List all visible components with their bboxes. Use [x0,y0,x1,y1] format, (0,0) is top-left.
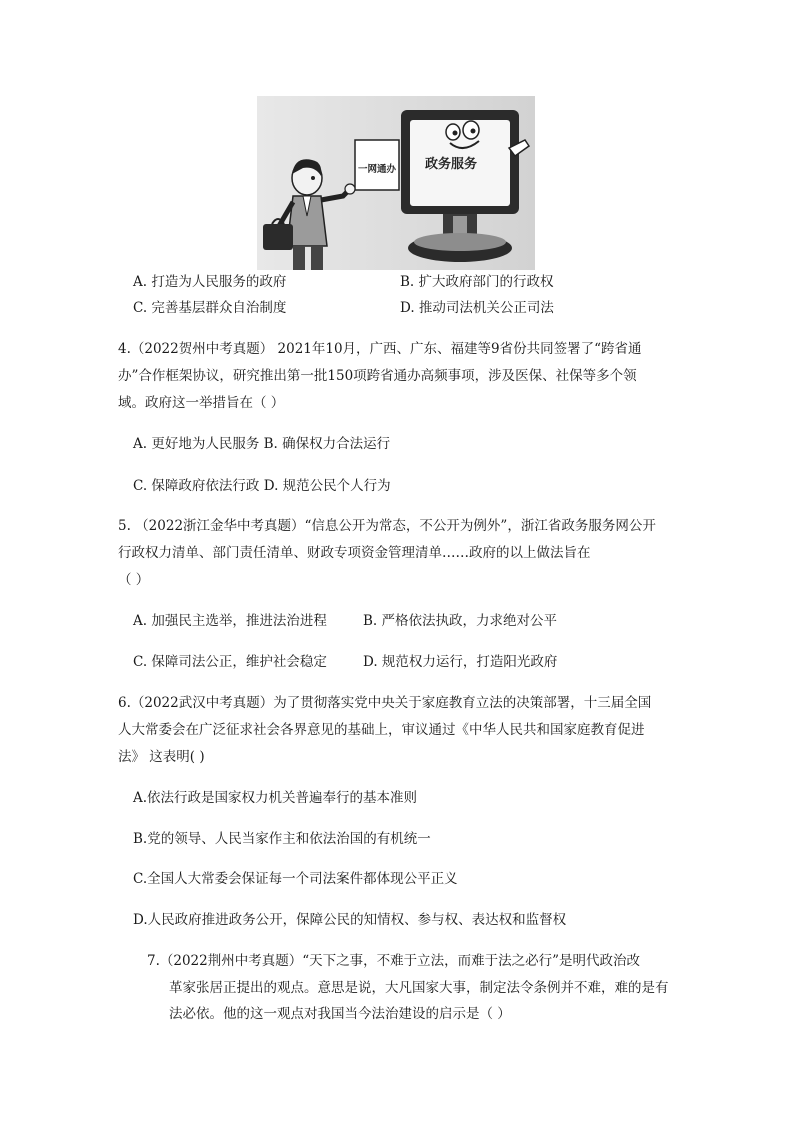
q5-option-c: C. 保障司法公正，维护社会稳定 [133,654,327,670]
q5-option-a: A. 加强民主选举，推进法治进程 [133,613,327,629]
q6-option-a: A.依法行政是国家权力机关普遍奉行的基本准则 [133,790,418,806]
sign-text: 一网通办 [358,164,397,175]
q5-option-d: D. 规范权力运行，打造阳光政府 [363,654,558,670]
q3-option-c: C. 完善基层群众自治制度 [133,300,287,316]
q3-option-b: B. 扩大政府部门的行政权 [400,274,554,290]
q4-line-3: 域。政府这一举措旨在（ ） [118,395,285,411]
q5-line-1: 5. （2022浙江金华中考真题）“信息公开为常态，不公开为例外”，浙江省政务服务网公开 [118,518,656,534]
q4-options-ab: A. 更好地为人民服务 B. 确保权力合法运行 [133,436,391,452]
screen-text: 政务服务 [425,157,478,172]
sign-board [355,140,399,190]
cartoon-illustration [257,96,535,270]
q7-line-1: 7.（2022荆州中考真题）“天下之事，不难于立法，而难于法之必行”是明代政治改 [147,953,641,969]
q6-line-2: 人大常委会在广泛征求社会各界意见的基础上，审议通过《中华人民共和国家庭教育促进 [118,722,645,738]
q6-option-b: B.党的领导、人民当家作主和依法治国的有机统一 [133,831,431,847]
q4-line-1: 4.（2022贺州中考真题） 2021年10月，广西、广东、福建等9省份共同签署了“跨省通 [118,341,642,357]
q5-line-3: （ ） [118,572,150,588]
q5-line-2: 行政权力清单、部门责任清单、财政专项资金管理清单……政府的以上做法旨在 [118,545,591,561]
q6-line-1: 6.（2022武汉中考真题）为了贯彻落实党中央关于家庭教育立法的决策部署，十三届全国 [118,695,652,711]
q7-line-3: 法必依。他的这一观点对我国当今法治建设的启示是（ ） [169,1006,511,1022]
q3-option-d: D. 推动司法机关公正司法 [400,300,554,316]
q6-line-3: 法》 这表明( ) [118,749,205,765]
q5-option-b: B. 严格依法执政，力求绝对公平 [363,613,558,629]
q7-line-2: 革家张居正提出的观点。意思是说，大凡国家大事，制定法令条例并不难，难的是有 [169,980,669,996]
q6-option-c: C.全国人大常委会保证每一个司法案件都体现公平正义 [133,871,458,887]
q3-option-a: A. 打造为人民服务的政府 [133,274,287,290]
q4-line-2: 办”合作框架协议，研究推出第一批150项跨省通办高频事项，涉及医保、社保等多个领 [118,368,637,384]
q6-option-d: D.人民政府推进政务公开，保障公民的知情权、参与权、表达权和监督权 [133,912,567,928]
q4-options-cd: C. 保障政府依法行政 D. 规范公民个人行为 [133,478,391,494]
